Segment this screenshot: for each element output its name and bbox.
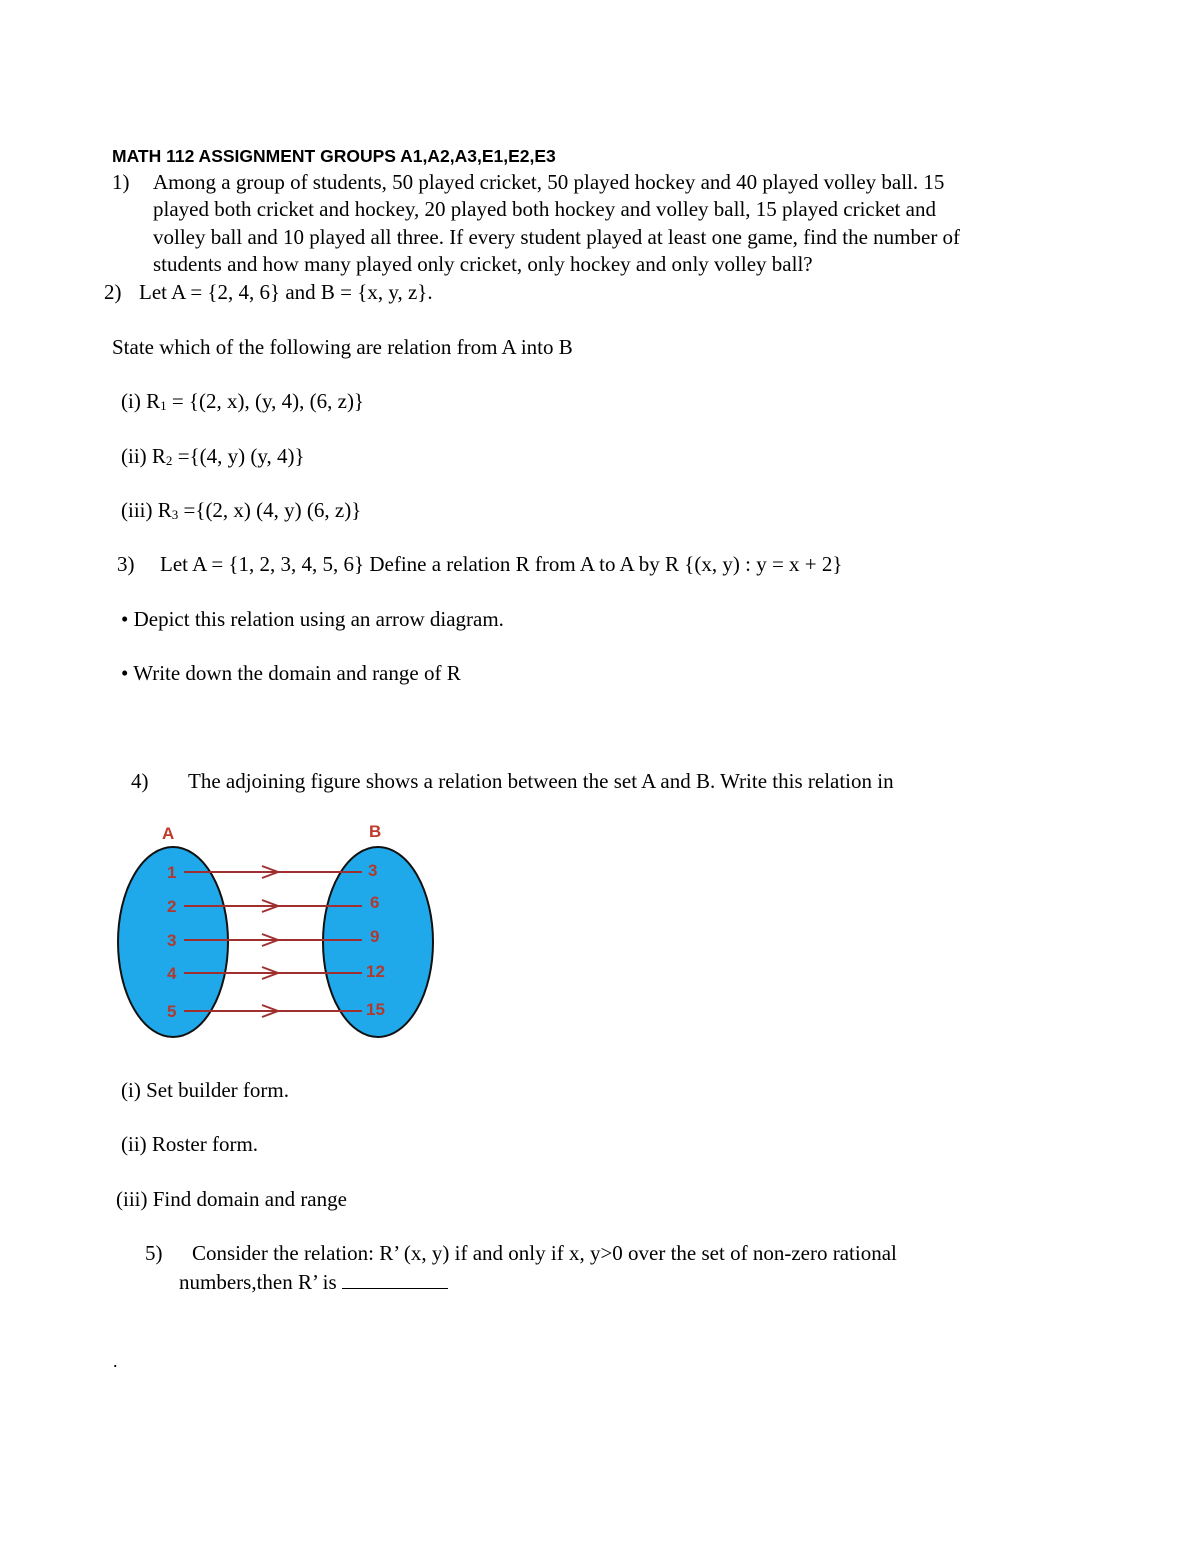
set-b-element: 6 <box>370 893 380 912</box>
q2-number: 2) <box>104 280 122 304</box>
q5-line-1: Consider the relation: R’ (x, y) if and only if x, y>0 over the set of non-zero rational <box>192 1241 897 1265</box>
q1-line-3: volley ball and 10 played all three. If every student played at least one game, find the number of <box>153 225 961 249</box>
set-b-element: 3 <box>368 861 378 880</box>
q4-part-2: (ii) Roster form. <box>121 1132 259 1156</box>
set-a-label: A <box>162 824 175 843</box>
q1-line-1: Among a group of students, 50 played cricket, 50 played hockey and 40 played volley ball. 15 <box>153 170 945 194</box>
q1-line-2: played both cricket and hockey, 20 played both hockey and volley ball, 15 played cricket and <box>153 197 936 221</box>
set-a-element: 1 <box>167 863 177 882</box>
q4-part-1: (i) Set builder form. <box>121 1078 289 1102</box>
q3-bullet-2: • Write down the domain and range of R <box>121 661 461 685</box>
q1-line-4: students and how many played only cricket, only hockey and only volley ball? <box>153 252 813 276</box>
q2-option-2: (ii) $R_2 =\{(4$, y) (y, 4)} <box>121 444 305 468</box>
set-b-element: 12 <box>366 962 385 981</box>
assignment-title: MATH 112 ASSIGNMENT GROUPS A1,A2,A3,E1,E2,E3 <box>112 146 556 166</box>
set-b-element: 9 <box>370 927 380 946</box>
q4-number: 4) <box>131 769 149 793</box>
q1-number: 1) <box>112 170 130 194</box>
q2-prompt: State which of the following are relation from A into B <box>112 335 573 359</box>
trailing-mark: . <box>113 1351 118 1371</box>
q3-bullet-1: • Depict this relation using an arrow diagram. <box>121 607 504 631</box>
q3-number: 3) <box>117 552 135 576</box>
q2-option-1: (i) $R_1 = \{(2$, x), (y, 4), (6, z)} <box>121 389 365 413</box>
set-a-element: 2 <box>167 897 177 916</box>
q2-option-3: (iii) $R_3 =\{(2$, x) (4, y) (6, z)} <box>121 498 362 522</box>
q4-text: The adjoining figure shows a relation between the set A and B. Write this relation in <box>188 769 894 793</box>
set-a-element: 4 <box>167 964 177 983</box>
q5-number: 5) <box>145 1241 163 1265</box>
set-a-element: 3 <box>167 931 177 950</box>
answer-blank <box>342 1270 448 1289</box>
q2-text: Let A = {2, 4, 6} and B = {x, y, z}. <box>139 280 433 304</box>
q5-line-2: numbers,then R’ is <box>179 1270 448 1293</box>
set-b-element: 15 <box>366 1000 385 1019</box>
relation-arrow-diagram <box>112 815 452 1055</box>
set-a-element: 5 <box>167 1002 177 1021</box>
q4-part-3: (iii) Find domain and range <box>116 1187 347 1211</box>
q3-text: Let A = {1, 2, 3, 4, 5, 6} Define a relation R from A to A by R {(x, y) : y = x + 2} <box>160 552 843 576</box>
set-b-label: B <box>369 822 382 841</box>
